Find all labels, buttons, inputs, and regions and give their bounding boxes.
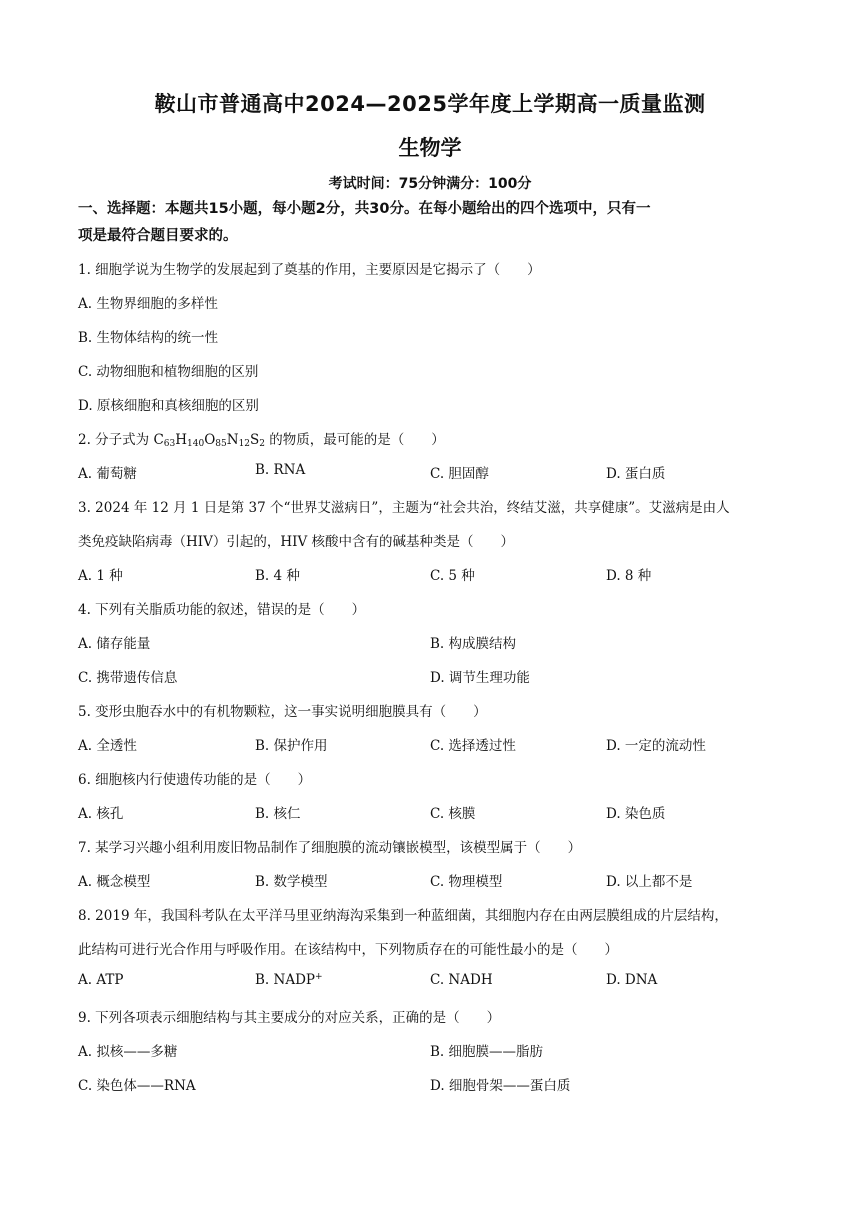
q8-option-b-text: B. NADP bbox=[255, 972, 315, 988]
question-6-option-d: D. 染色质 bbox=[606, 806, 666, 822]
q2-elem-o: O bbox=[204, 432, 216, 448]
q2-sub-c: 63 bbox=[163, 439, 176, 449]
question-2-option-b: B. RNA bbox=[255, 462, 306, 478]
question-5-stem: 5. 变形虫胞吞水中的有机物颗粒，这一事实说明细胞膜具有（ ） bbox=[78, 704, 487, 720]
section-heading-line1: 一、选择题：本题共15小题，每小题2分，共30分。在每小题给出的四个选项中，只有一 bbox=[78, 201, 651, 217]
question-2-stem bbox=[78, 428, 445, 449]
question-1-option-a: A. 生物界细胞的多样性 bbox=[78, 296, 218, 312]
question-9-option-b: B. 细胞膜——脂肪 bbox=[430, 1044, 544, 1060]
question-3-stem-line2: 类免疫缺陷病毒（HIV）引起的，HIV 核酸中含有的碱基种类是（ ） bbox=[78, 534, 515, 550]
section-heading bbox=[78, 196, 790, 250]
exam-title: 鞍山市普通高中2024—2025学年度上学期高一质量监测 bbox=[154, 92, 706, 116]
question-2-option-a: A. 葡萄糖 bbox=[78, 466, 137, 482]
question-6-option-b: B. 核仁 bbox=[255, 806, 301, 822]
question-7-option-d: D. 以上都不是 bbox=[606, 874, 693, 890]
question-4-option-b: B. 构成膜结构 bbox=[430, 636, 517, 652]
question-1-option-b: B. 生物体结构的统一性 bbox=[78, 330, 219, 346]
question-4-stem: 4. 下列有关脂质功能的叙述，错误的是（ ） bbox=[78, 602, 366, 618]
question-8-option-c: C. NADH bbox=[430, 972, 493, 988]
question-9-stem: 9. 下列各项表示细胞结构与其主要成分的对应关系，正确的是（ ） bbox=[78, 1010, 501, 1026]
question-7-option-c: C. 物理模型 bbox=[430, 874, 503, 890]
question-6-option-a: A. 核孔 bbox=[78, 806, 124, 822]
q2-elem-n: N bbox=[226, 432, 239, 448]
question-3-stem-line1: 3. 2024 年 12 月 1 日是第 37 个“世界艾滋病日”，主题为“社会共治，终结艾滋，共享健康”。艾滋病是由人 bbox=[78, 500, 730, 516]
question-8-option-b bbox=[255, 972, 323, 988]
question-2-option-c: C. 胆固醇 bbox=[430, 466, 489, 482]
question-7-option-b: B. 数学模型 bbox=[255, 874, 328, 890]
question-7-option-a: A. 概念模型 bbox=[78, 874, 151, 890]
question-5-option-d: D. 一定的流动性 bbox=[606, 738, 706, 754]
question-1-option-c: C. 动物细胞和植物细胞的区别 bbox=[78, 364, 259, 380]
question-9-option-a: A. 拟核——多糖 bbox=[78, 1044, 178, 1060]
question-8-stem-line1: 8. 2019 年，我国科考队在太平洋马里亚纳海沟采集到一种蓝细菌，其细胞内存在由两层膜组成的片层结构， bbox=[78, 908, 728, 924]
question-3-option-a: A. 1 种 bbox=[78, 568, 123, 584]
question-2-option-d: D. 蛋白质 bbox=[606, 466, 666, 482]
q2-elem-h: H bbox=[175, 432, 188, 448]
question-8-option-d: D. DNA bbox=[606, 972, 658, 988]
question-3-option-c: C. 5 种 bbox=[430, 568, 475, 584]
q2-sub-n: 12 bbox=[238, 439, 251, 449]
question-9-option-d: D. 细胞骨架——蛋白质 bbox=[430, 1078, 571, 1094]
question-6-stem: 6. 细胞核内行使遗传功能的是（ ） bbox=[78, 772, 312, 788]
question-4-option-c: C. 携带遗传信息 bbox=[78, 670, 178, 686]
question-7-stem: 7. 某学习兴趣小组利用废旧物品制作了细胞膜的流动镶嵌模型，该模型属于（ ） bbox=[78, 840, 582, 856]
subject-title: 生物学 bbox=[398, 136, 462, 160]
q2-sub-o: 85 bbox=[215, 439, 227, 449]
q2-stem-post: 的物质，最可能的是（ ） bbox=[265, 432, 445, 448]
q2-elem-s: S bbox=[250, 432, 260, 448]
question-3-option-b: B. 4 种 bbox=[255, 568, 300, 584]
q2-stem-pre: 2. 分子式为 C bbox=[78, 432, 164, 448]
question-3-option-d: D. 8 种 bbox=[606, 568, 652, 584]
question-4-option-d: D. 调节生理功能 bbox=[430, 670, 530, 686]
question-5-option-a: A. 全透性 bbox=[78, 738, 137, 754]
section-heading-line2: 项是最符合题目要求的。 bbox=[78, 228, 238, 244]
q2-sub-s: 2 bbox=[259, 439, 265, 449]
question-1-stem: 1. 细胞学说为生物学的发展起到了奠基的作用，主要原因是它揭示了（ ） bbox=[78, 262, 541, 278]
q2-sub-h: 140 bbox=[187, 439, 205, 449]
question-8-option-a: A. ATP bbox=[78, 972, 124, 988]
question-5-option-b: B. 保护作用 bbox=[255, 738, 328, 754]
question-9-option-c: C. 染色体——RNA bbox=[78, 1078, 196, 1094]
exam-info: 考试时间：75分钟满分：100分 bbox=[328, 176, 532, 192]
question-6-option-c: C. 核膜 bbox=[430, 806, 476, 822]
question-4-option-a: A. 储存能量 bbox=[78, 636, 151, 652]
question-1-option-d: D. 原核细胞和真核细胞的区别 bbox=[78, 398, 259, 414]
q8-option-b-sup: + bbox=[314, 972, 323, 982]
question-8-stem-line2: 此结构可进行光合作用与呼吸作用。在该结构中，下列物质存在的可能性最小的是（ ） bbox=[78, 942, 618, 958]
question-5-option-c: C. 选择透过性 bbox=[430, 738, 516, 754]
